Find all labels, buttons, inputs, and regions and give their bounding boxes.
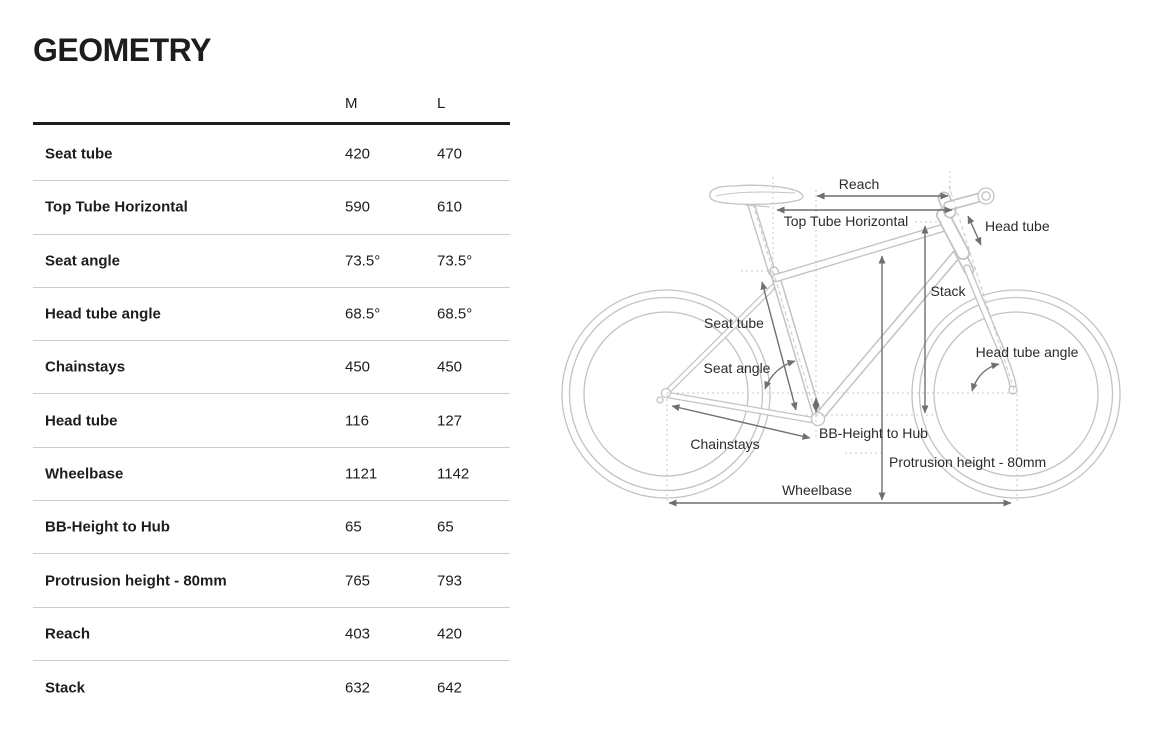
bike-geometry-diagram (550, 160, 1160, 520)
row-value-l: 1142 (437, 465, 470, 483)
table-row (33, 501, 510, 554)
diagram-label-seat-angle: Seat angle (703, 360, 771, 376)
diagram-label-protrusion-height: Protrusion height - 80mm (889, 454, 1047, 470)
column-header-m: M (345, 95, 358, 112)
row-label: Top Tube Horizontal (45, 198, 188, 216)
table-row (33, 608, 510, 661)
row-label: BB-Height to Hub (45, 518, 170, 536)
row-label: Head tube (45, 412, 118, 430)
row-label: Stack (45, 679, 86, 697)
row-value-m: 73.5° (345, 252, 381, 270)
table-row (33, 394, 510, 447)
row-label: Chainstays (45, 358, 126, 376)
diagram-label-seat-tube: Seat tube (704, 315, 764, 331)
row-value-m: 68.5° (345, 305, 381, 323)
saddle (710, 185, 803, 207)
row-value-l: 68.5° (437, 305, 473, 323)
table-header (33, 93, 510, 125)
diagram-label-bb-height-to-hub: BB-Height to Hub (819, 425, 928, 441)
diagram-label-reach: Reach (838, 176, 880, 192)
diagram-label-head-tube-angle: Head tube angle (975, 344, 1079, 360)
row-value-l: 610 (437, 198, 463, 216)
row-value-m: 403 (345, 625, 371, 643)
table-row (33, 554, 510, 607)
geometry-table (33, 93, 510, 714)
row-label: Seat tube (45, 145, 113, 163)
row-value-m: 1121 (345, 465, 378, 483)
row-value-m: 632 (345, 679, 371, 697)
diagram-label-head-tube: Head tube (985, 218, 1050, 234)
row-value-l: 642 (437, 679, 463, 697)
bike-frame (668, 197, 1013, 421)
row-label: Wheelbase (45, 465, 124, 483)
diagram-label-top-tube-horizontal: Top Tube Horizontal (783, 213, 909, 229)
diagram-label-wheelbase: Wheelbase (781, 482, 853, 498)
row-label: Protrusion height - 80mm (45, 572, 227, 590)
row-value-m: 65 (345, 518, 362, 536)
row-value-l: 73.5° (437, 252, 473, 270)
row-value-m: 765 (345, 572, 371, 590)
row-value-l: 65 (437, 518, 454, 536)
head-tube-angle-arc (972, 364, 999, 391)
row-value-m: 116 (345, 412, 369, 430)
column-header-l: L (437, 95, 446, 112)
row-value-l: 793 (437, 572, 463, 590)
row-label: Head tube angle (45, 305, 161, 323)
diagram-label-chainstays: Chainstays (690, 436, 760, 452)
bottom-bracket (812, 413, 825, 426)
row-label: Seat angle (45, 252, 121, 270)
head-tube-arrow (968, 216, 981, 245)
table-row (33, 448, 510, 501)
row-value-l: 450 (437, 358, 463, 376)
handlebar (978, 188, 994, 204)
page-title: GEOMETRY (33, 32, 211, 68)
diagram-label-stack: Stack (930, 283, 966, 299)
table-row (33, 288, 510, 341)
row-value-m: 590 (345, 198, 371, 216)
row-label: Reach (45, 625, 91, 643)
table-row (33, 181, 510, 234)
row-value-l: 420 (437, 625, 463, 643)
rear-hub (657, 389, 671, 404)
table-row (33, 341, 510, 394)
row-value-m: 450 (345, 358, 371, 376)
row-value-m: 420 (345, 145, 371, 163)
table-body (33, 125, 510, 714)
row-value-l: 127 (437, 412, 463, 430)
row-value-l: 470 (437, 145, 463, 163)
table-row (33, 661, 510, 714)
table-row (33, 235, 510, 288)
table-row (33, 128, 510, 181)
